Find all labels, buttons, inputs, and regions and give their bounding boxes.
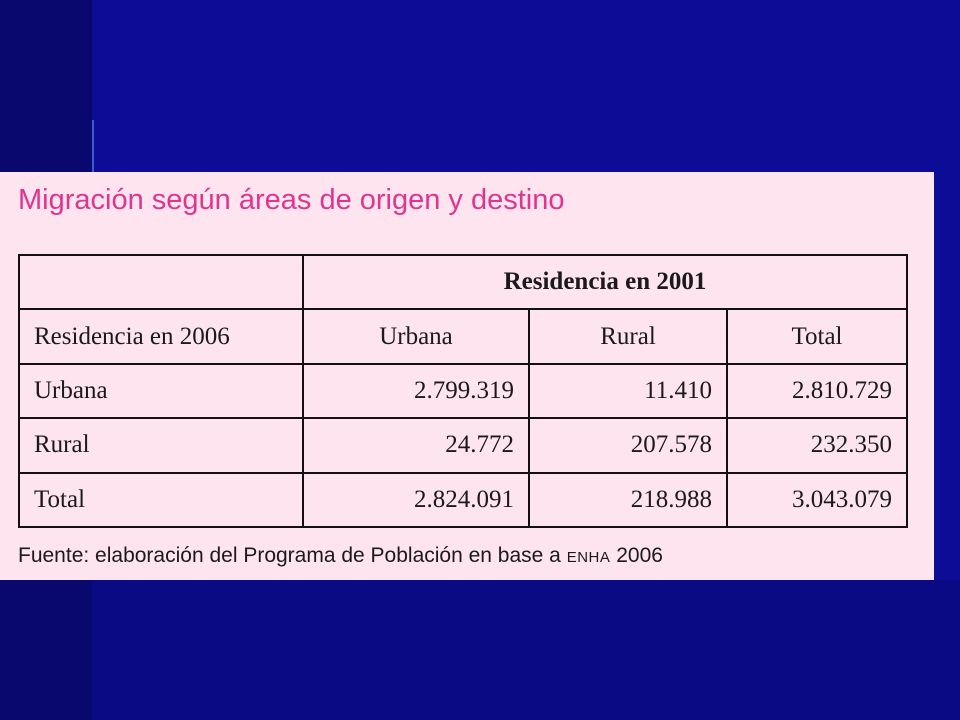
table-corner-cell [19,255,303,309]
column-header-total: Total [727,309,907,363]
table-row [19,418,907,472]
page-title: Migración según áreas de origen y destino [18,184,565,216]
background-accent-line [92,120,94,172]
table-row [19,473,907,527]
table-row [19,364,907,418]
table-cell: 11.410 [529,364,727,418]
table-cell: 2.810.729 [727,364,907,418]
row-label: Rural [19,418,303,472]
row-label: Total [19,473,303,527]
table-cell: 3.043.079 [727,473,907,527]
column-header-urbana: Urbana [303,309,529,363]
table-cell: 207.578 [529,418,727,472]
background-bottom-band [92,580,960,720]
table-cell: 24.772 [303,418,529,472]
source-acronym: ENHA [566,549,611,566]
table-row-header: Residencia en 2006 [19,309,303,363]
source-suffix: 2006 [610,544,663,567]
source-note [18,544,663,568]
table-cell: 232.350 [727,418,907,472]
migration-table [18,254,908,528]
table-cell: 2.824.091 [303,473,529,527]
table-header-row [19,309,907,363]
row-label: Urbana [19,364,303,418]
table-group-header: Residencia en 2001 [303,255,907,309]
source-prefix: Fuente: elaboración del Programa de Población en base a [18,544,567,567]
column-header-rural: Rural [529,309,727,363]
table-group-header-row [19,255,907,309]
table-cell: 2.799.319 [303,364,529,418]
table-cell: 218.988 [529,473,727,527]
